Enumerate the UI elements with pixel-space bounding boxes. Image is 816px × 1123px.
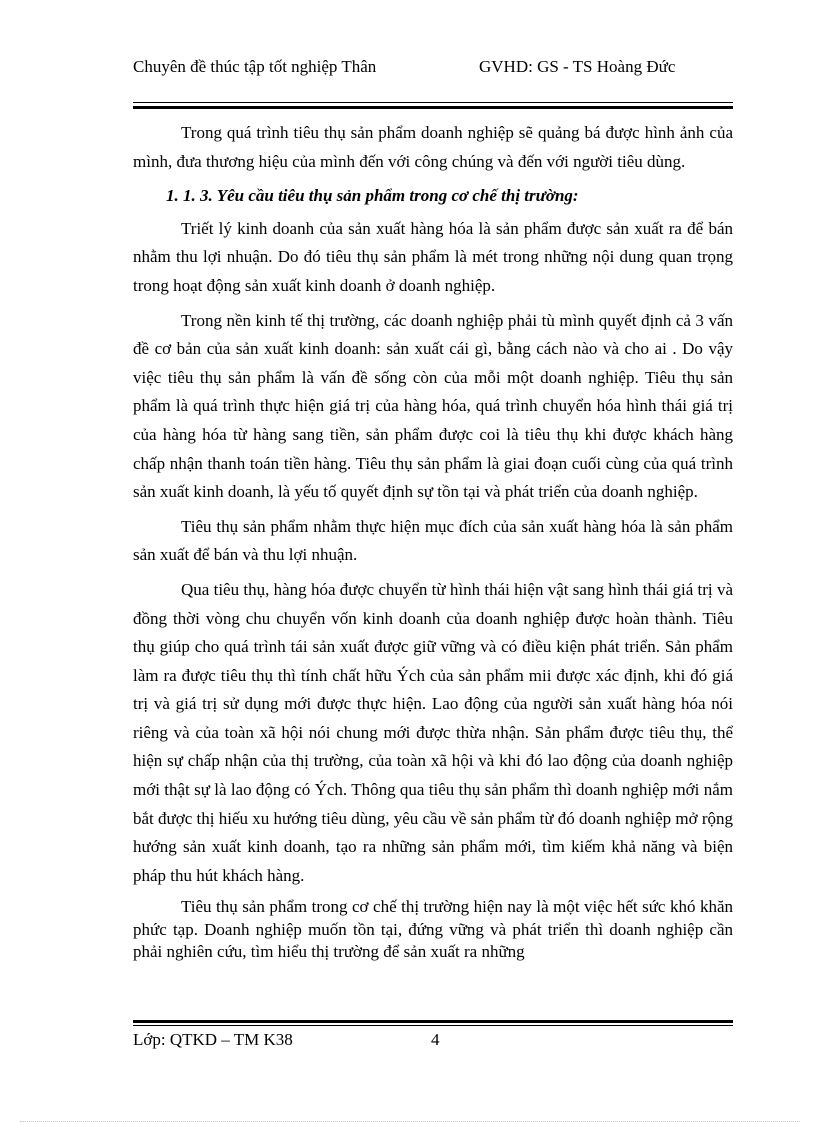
header-title: Chuyên đề thúc tập tốt nghiệp Thân [133,57,377,76]
page-edge-dotted-line [20,1121,800,1122]
section-heading: 1. 1. 3. Yêu cầu tiêu thụ sản phẩm trong cơ chế thị trường: [166,186,579,206]
paragraph-3: Trong nền kinh tế thị trường, các doanh nghiệp phải tù mình quyết định cả 3 vấn đề cơ bản của sản xuất kinh doanh: sản xuất cái gì, bằng cách nào và cho ai . Do vậy việc tiêu thụ sản phẩm là vấn đề sống còn của mỗi một doanh nghiệp. Tiêu thụ sản phẩm là quá trình thực hiện giá trị của hàng hóa, quá trình chuyển hóa hình thái giá trị của hàng hóa từ hàng sang tiền, sản phẩm được coi là tiêu thụ khi được khách hàng chấp nhận thanh toán tiền hàng. Tiêu thụ sản phẩm là giai đoạn cuối cùng của quá trình sản xuất kinh doanh, là yếu tố quyết định sự tồn tại và phát triển của doanh nghiệp. [133,310,733,502]
paragraph-6: Tiêu thụ sản phẩm trong cơ chế thị trường hiện nay là một việc hết sức khó khăn phức tạp. Doanh nghiệp muốn tồn tại, đứng vững và phát triển thì doanh nghiệp cần phải nghiên cứu, tìm hiểu thị trường để sản xuất ra những [133,897,733,962]
footer-rule-thick [133,1020,733,1023]
paragraph-4: Tiêu thụ sản phẩm nhằm thực hiện mục đích của sản xuất hàng hóa là sản phẩm sản xuất để bán và thu lợi nhuận. [133,516,733,565]
paragraph-5: Qua tiêu thụ, hàng hóa được chuyển từ hình thái hiện vật sang hình thái giá trị và đồng thời vòng chu chuyển vốn kinh doanh của doanh nghiệp được hoàn thành. Tiêu thụ giúp cho quá trình tái sản xuất được giữ vững và có điều kiện phát triển. Sản phẩm làm ra được tiêu thụ thì tính chất hữu Ých của sản phẩm mii được xác định, khi đó giá trị và giá trị sử dụng mới được thực hiện. Lao động của người sản xuất hàng hóa nói riêng và của toàn xã hội nói chung mới được thừa nhận. Sản phẩm được tiêu thụ, thể hiện sự chấp nhận của thị trường, của toàn xã hội và khi đó lao động của doanh nghiệp mới thật sự là lao động có Ých. Thông qua tiêu thụ sản phẩm thì doanh nghiệp mới nắm bắt được thị hiếu xu hướng tiêu dùng, yêu cầu về sản phẩm từ đó doanh nghiệp mở rộng hướng sản xuất kinh doanh, tạo ra những sản phẩm mới, tìm kiếm khả năng và biện pháp thu hút khách hàng. [133,579,733,885]
page-body [133,119,733,970]
paragraph-1: Trong quá trình tiêu thụ sản phẩm doanh nghiệp sẽ quảng bá được hình ảnh của mình, đưa thương hiệu của mình đến với công chúng và đến với người tiêu dùng. [133,123,733,171]
header-advisor: GVHD: GS - TS Hoàng Đức [479,57,676,76]
page-number: 4 [431,1030,440,1049]
header-rule-thick [133,106,733,109]
header-rule-thin [133,102,733,103]
footer-rule-thin [133,1025,733,1026]
paragraph-2: Triết lý kinh doanh của sản xuất hàng hóa là sản phẩm được sản xuất ra để bán nhằm thu lợi nhuận. Do đó tiêu thụ sản phẩm là mét trong những nội dung quan trọng trong hoạt động sản xuất kinh doanh ở doanh nghiệp. [133,218,733,295]
footer-class-label: Lớp: QTKD – TM K38 [133,1030,293,1049]
